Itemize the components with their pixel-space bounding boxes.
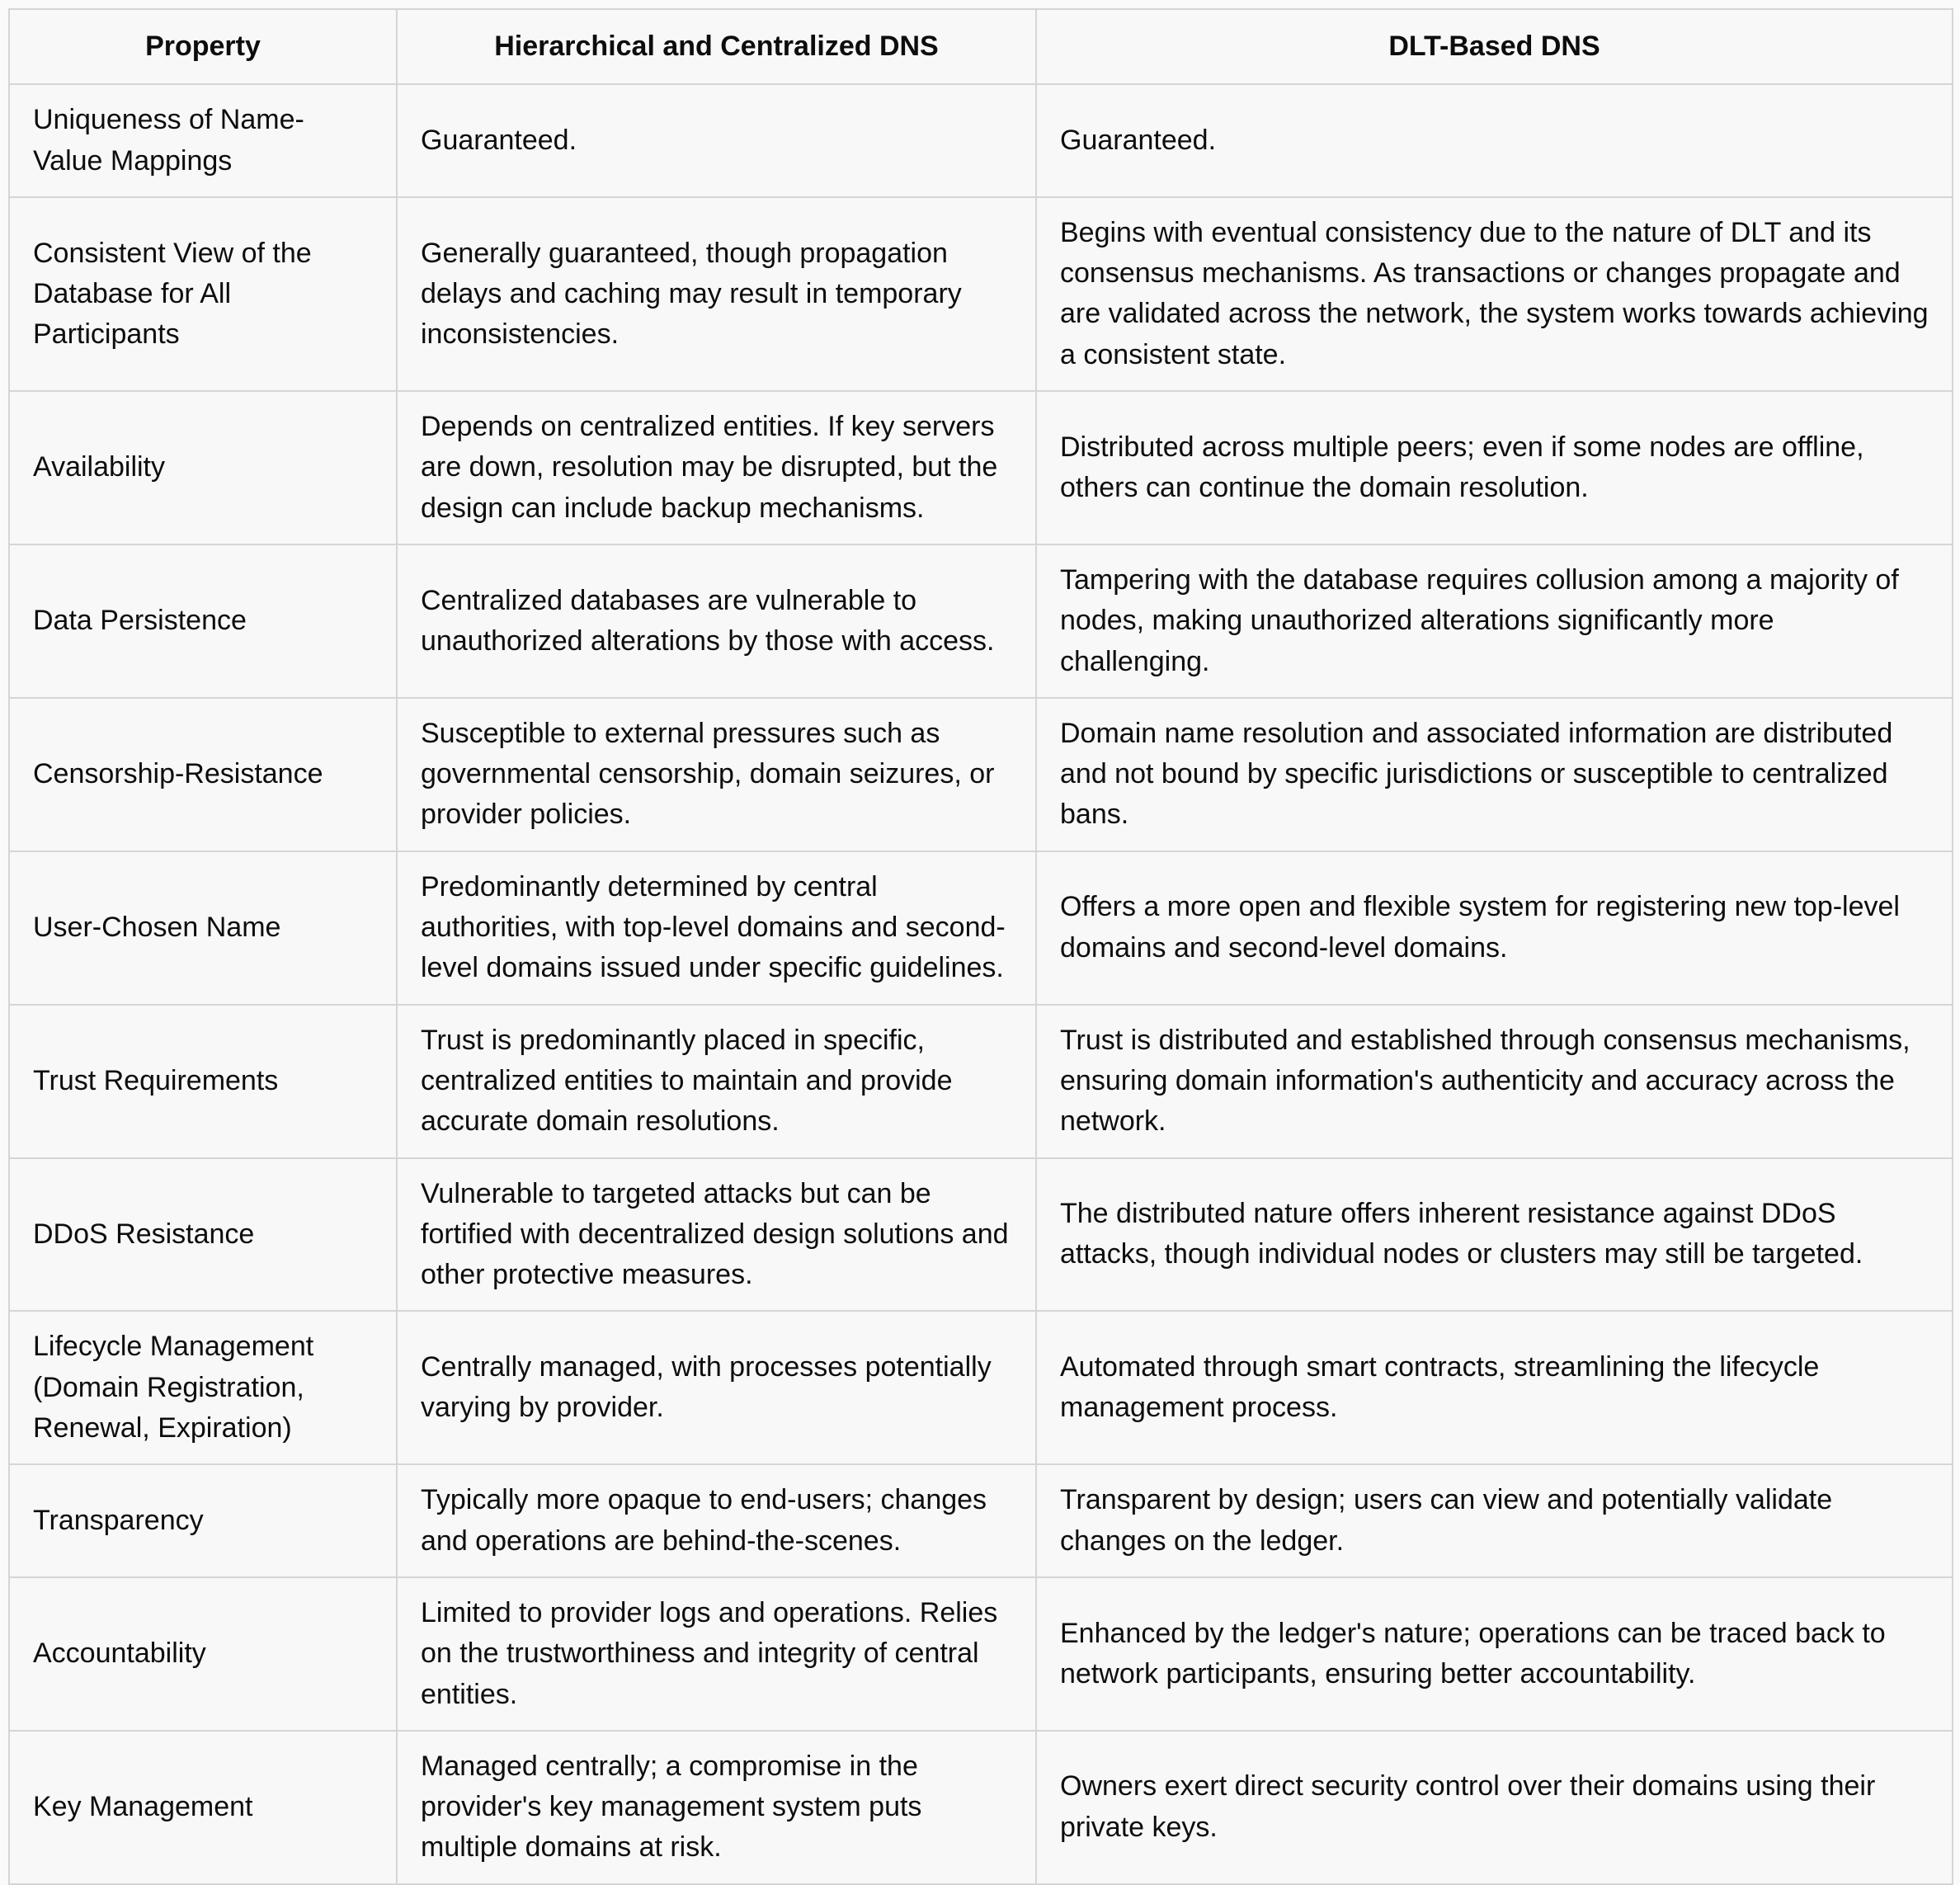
centralized-dns-cell: Depends on centralized entities. If key servers are down, resolution may be disrupted, but the design can include backup mechanisms. [397,391,1036,544]
centralized-dns-cell: Susceptible to external pressures such as governmental censorship, domain seizures, or provider policies. [397,698,1036,851]
table-row [9,698,1953,851]
table-row [9,544,1953,698]
table-row [9,1311,1953,1464]
table-row [9,1158,1953,1312]
dlt-dns-cell: Trust is distributed and established through consensus mechanisms, ensuring domain information's authenticity and accuracy across the network. [1036,1005,1953,1158]
table-row [9,1005,1953,1158]
centralized-dns-cell: Guaranteed. [397,84,1036,197]
table-header-row [9,9,1953,84]
property-cell: Censorship-Resistance [9,698,397,851]
property-cell: Availability [9,391,397,544]
table-row [9,851,1953,1005]
centralized-dns-cell: Typically more opaque to end-users; changes and operations are behind-the-scenes. [397,1464,1036,1577]
table-row [9,1577,1953,1731]
property-cell: Trust Requirements [9,1005,397,1158]
dlt-dns-cell: Begins with eventual consistency due to the nature of DLT and its consensus mechanisms. As transactions or changes propagate and are validated across the network, the system works towards achieving a consistent state. [1036,197,1953,391]
property-cell: User-Chosen Name [9,851,397,1005]
property-cell: Uniqueness of Name-Value Mappings [9,84,397,197]
property-cell: Accountability [9,1577,397,1731]
dlt-dns-cell: Transparent by design; users can view and potentially validate changes on the ledger. [1036,1464,1953,1577]
table-row [9,1731,1953,1884]
table-row [9,197,1953,391]
centralized-dns-cell: Predominantly determined by central authorities, with top-level domains and second-level domains issued under specific guidelines. [397,851,1036,1005]
centralized-dns-cell: Managed centrally; a compromise in the provider's key management system puts multiple domains at risk. [397,1731,1036,1884]
centralized-dns-cell: Centralized databases are vulnerable to unauthorized alterations by those with access. [397,544,1036,698]
property-cell: Transparency [9,1464,397,1577]
property-cell: Consistent View of the Database for All Participants [9,197,397,391]
comparison-table [8,8,1953,1885]
dlt-dns-cell: Owners exert direct security control over their domains using their private keys. [1036,1731,1953,1884]
property-cell: Data Persistence [9,544,397,698]
dlt-dns-cell: Enhanced by the ledger's nature; operations can be traced back to network participants, ensuring better accountability. [1036,1577,1953,1731]
table-row [9,1464,1953,1577]
dlt-dns-cell: Distributed across multiple peers; even if some nodes are offline, others can continue the domain resolution. [1036,391,1953,544]
dlt-dns-cell: Automated through smart contracts, streamlining the lifecycle management process. [1036,1311,1953,1464]
centralized-dns-cell: Vulnerable to targeted attacks but can be fortified with decentralized design solutions and other protective measures. [397,1158,1036,1312]
dlt-dns-cell: Guaranteed. [1036,84,1953,197]
header-centralized-dns: Hierarchical and Centralized DNS [397,9,1036,84]
header-property: Property [9,9,397,84]
dlt-dns-cell: Domain name resolution and associated information are distributed and not bound by specific jurisdictions or susceptible to centralized bans. [1036,698,1953,851]
header-dlt-dns: DLT-Based DNS [1036,9,1953,84]
table-row [9,84,1953,197]
dlt-dns-cell: Offers a more open and flexible system for registering new top-level domains and second-level domains. [1036,851,1953,1005]
property-cell: Key Management [9,1731,397,1884]
centralized-dns-cell: Limited to provider logs and operations. Relies on the trustworthiness and integrity of central entities. [397,1577,1036,1731]
dlt-dns-cell: Tampering with the database requires collusion among a majority of nodes, making unauthorized alterations significantly more challenging. [1036,544,1953,698]
property-cell: Lifecycle Management (Domain Registration, Renewal, Expiration) [9,1311,397,1464]
centralized-dns-cell: Generally guaranteed, though propagation delays and caching may result in temporary inconsistencies. [397,197,1036,391]
centralized-dns-cell: Trust is predominantly placed in specific, centralized entities to maintain and provide accurate domain resolutions. [397,1005,1036,1158]
dlt-dns-cell: The distributed nature offers inherent resistance against DDoS attacks, though individual nodes or clusters may still be targeted. [1036,1158,1953,1312]
table-row [9,391,1953,544]
property-cell: DDoS Resistance [9,1158,397,1312]
centralized-dns-cell: Centrally managed, with processes potentially varying by provider. [397,1311,1036,1464]
